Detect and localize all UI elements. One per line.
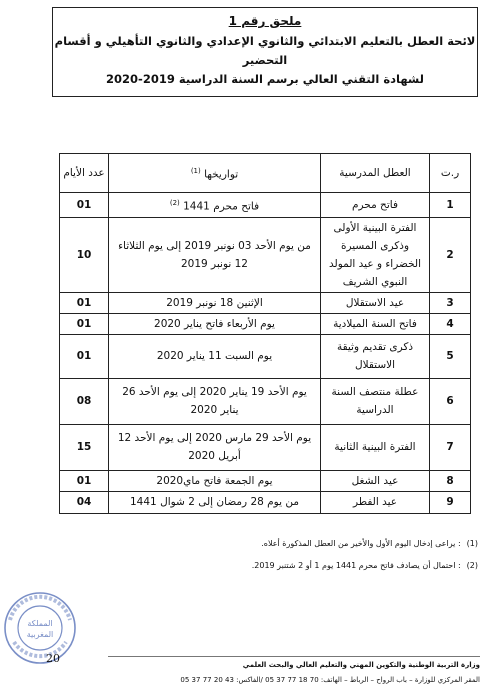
holiday-days: 01 [60, 334, 109, 378]
holiday-dates [109, 470, 321, 491]
header-name: العطل المدرسية [321, 154, 430, 193]
holiday-days: 01 [60, 193, 109, 218]
holiday-dates-text: من يوم الأحد 03 نونبر 2019 إلى يوم الثلاثاء 12 نونبر 2019 [118, 239, 311, 270]
header-dates-label: تواريخها [204, 168, 239, 181]
row-number: 5 [430, 334, 471, 378]
holiday-name: فاتح محرم [321, 193, 430, 218]
row-number: 8 [430, 470, 471, 491]
holiday-dates-text: يوم الأحد 19 يناير 2020 إلى يوم الأحد 26 يناير 2020 [122, 386, 307, 416]
holiday-name: الفترة البينية الثانية [321, 424, 430, 470]
holiday-days: 01 [60, 470, 109, 491]
footnote-marker: (1) [466, 539, 478, 548]
holiday-name: فاتح السنة الميلادية [321, 313, 430, 334]
header-days: عدد الأيام [60, 154, 109, 193]
holiday-name: عطلة منتصف السنة الدراسية [321, 378, 430, 424]
holiday-days: 01 [60, 292, 109, 313]
row-number: 1 [430, 193, 471, 218]
holidays-table [59, 153, 471, 514]
table-header-row [60, 154, 471, 193]
header-dates-footnote: (1) [190, 167, 201, 176]
row-number: 3 [430, 292, 471, 313]
holiday-dates-text: الإثنين 18 نونبر 2019 [166, 296, 263, 309]
footnote-item [80, 533, 478, 555]
seal-center-text-1: المملكة [27, 619, 53, 628]
header-dates [109, 154, 321, 193]
header-num: ر.ت [430, 154, 471, 193]
holiday-dates [109, 424, 321, 470]
holiday-name: الفترة البينية الأولى وذكرى المسيرة الخضراء و عيد المولد النبوي الشريف [321, 217, 430, 292]
table-row [60, 334, 471, 378]
holiday-days: 01 [60, 313, 109, 334]
annex-subtitle-line2: لشهادة التقني العالي برسم السنة الدراسية 2019-2020 [106, 72, 424, 86]
holiday-dates-text: يوم الأربعاء فاتح يناير 2020 [154, 317, 275, 330]
holiday-name: ذكرى تقديم وثيقة الاستقلال [321, 334, 430, 378]
table-row [60, 378, 471, 424]
holiday-days: 15 [60, 424, 109, 470]
footer-divider [108, 656, 480, 657]
holiday-dates [109, 334, 321, 378]
seal-inner-ring [18, 606, 62, 650]
ministry-seal-stamp [2, 590, 78, 666]
footnote-text: : احتمال أن يصادف فاتح محرم 1441 يوم 1 أو 2 شتنبر 2019. [251, 561, 461, 570]
table-row [60, 193, 471, 218]
holiday-dates [109, 313, 321, 334]
footnotes [80, 533, 478, 577]
holiday-name: عيد الاستقلال [321, 292, 430, 313]
row-number: 4 [430, 313, 471, 334]
holiday-days: 10 [60, 217, 109, 292]
footnote-marker: (2) [466, 561, 478, 570]
row-number: 9 [430, 491, 471, 513]
table-row [60, 313, 471, 334]
holiday-dates-text: يوم السبت 11 يناير 2020 [156, 350, 273, 362]
holiday-name: عيد الشغل [321, 470, 430, 491]
row-number: 2 [430, 217, 471, 292]
holiday-dates-text: يوم الأحد 29 مارس 2020 إلى يوم الأحد 12 أبريل 2020 [117, 432, 312, 462]
holiday-name: عيد الفطر [321, 491, 430, 513]
annex-header [52, 7, 478, 97]
footnote-text: : يراعى إدخال اليوم الأول والأخير من العطل المذكورة أعلاه. [261, 539, 461, 548]
footnote-item [80, 555, 478, 577]
table-row [60, 292, 471, 313]
seal-outer-ring [5, 593, 75, 663]
holiday-dates [109, 292, 321, 313]
row-number: 6 [430, 378, 471, 424]
holiday-dates-text: من يوم 28 رمضان إلى 2 شوال 1441 [130, 496, 299, 508]
table-row [60, 424, 471, 470]
table-row [60, 470, 471, 491]
holiday-days: 08 [60, 378, 109, 424]
holiday-dates-text: يوم الجمعة فاتح ماي2020 [156, 474, 273, 487]
annex-title: ملحق رقم 1 [228, 14, 302, 28]
holiday-dates [109, 217, 321, 292]
page-number: 20 [46, 652, 60, 665]
table-row [60, 217, 471, 292]
holiday-dates [109, 193, 321, 218]
annex-subtitle-line1: لائحة العطل بالتعليم الابتدائي والثانوي الإعدادي والثانوي التأهيلي و أقسام التحضير [54, 34, 476, 67]
holiday-dates-footnote: (2) [169, 199, 180, 207]
footer-address: المقر المركزي للوزارة – باب الرواح – الرباط – الهاتف: 70 18 77 37 05 /الفاكس: 43 20 77 37 05 [180, 676, 480, 684]
row-number: 7 [430, 424, 471, 470]
holiday-days: 04 [60, 491, 109, 513]
footer-ministry-name: وزارة التربية الوطنية والتكوين المهني والتعليم العالي والبحث العلمي [242, 661, 480, 669]
holiday-dates [109, 378, 321, 424]
holiday-dates-text: فاتح محرم 1441 [183, 200, 260, 213]
table-row [60, 491, 471, 513]
holiday-dates [109, 491, 321, 513]
seal-center-text-2: المغربية [26, 630, 54, 639]
